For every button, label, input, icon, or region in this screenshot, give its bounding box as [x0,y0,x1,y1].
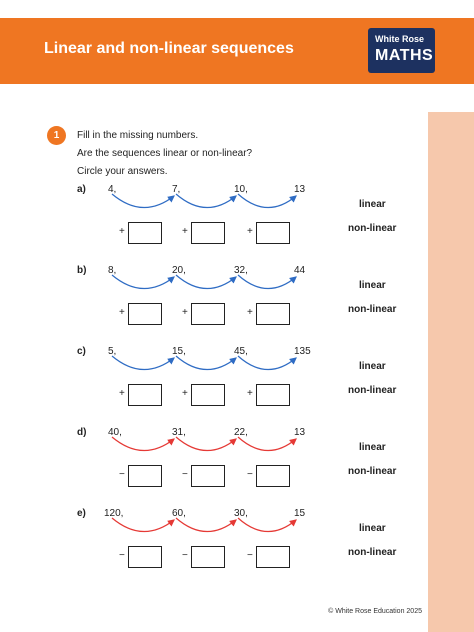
instruction-1: Fill in the missing numbers. [77,130,199,141]
instruction-2: Are the sequences linear or non-linear? [77,148,253,159]
sequence-term: 13 [294,184,306,195]
copyright-text: © White Rose Education 2025 [328,608,422,615]
jump-arrow [176,356,236,370]
logo-bottom-text: MATHS [375,47,434,64]
part-label: a) [77,184,86,195]
sequence-term: 7, [172,184,181,195]
operator-sign: + [247,307,253,318]
sequence-term: 8, [108,265,117,276]
operator-sign: + [119,226,125,237]
non-linear-option[interactable]: non-linear [348,466,397,477]
operator-sign: + [247,388,253,399]
sequence-term: 44 [294,265,306,276]
page-title: Linear and non-linear sequences [44,40,294,57]
operator-sign: − [182,550,188,561]
difference-answer-box[interactable] [191,222,225,244]
operator-sign: + [182,388,188,399]
jump-arrow [112,194,174,208]
difference-answer-box[interactable] [191,546,225,568]
sequence-term: 10, [234,184,248,195]
operator-sign: − [119,469,125,480]
linear-option[interactable]: linear [359,361,386,372]
jump-arrow [238,194,296,208]
linear-option[interactable]: linear [359,199,386,210]
jump-arrow [176,194,236,208]
operator-sign: − [247,469,253,480]
sequence-term: 31, [172,427,186,438]
difference-answer-box[interactable] [256,222,290,244]
sequence-term: 32, [234,265,248,276]
sequence-term: 60, [172,508,186,519]
difference-answer-box[interactable] [128,546,162,568]
difference-answer-box[interactable] [256,303,290,325]
jump-arrow [238,275,296,289]
sequence-term: 4, [108,184,117,195]
instruction-3: Circle your answers. [77,166,168,177]
difference-answer-box[interactable] [128,465,162,487]
sequence-term: 13 [294,427,306,438]
jump-arrow [112,437,174,451]
difference-answer-box[interactable] [256,384,290,406]
sequence-term: 135 [294,346,311,357]
jump-arrow [176,518,236,532]
difference-answer-box[interactable] [128,384,162,406]
operator-sign: + [119,388,125,399]
non-linear-option[interactable]: non-linear [348,385,397,396]
difference-answer-box[interactable] [191,465,225,487]
sequence-term: 45, [234,346,248,357]
operator-sign: − [182,469,188,480]
part-label: b) [77,265,87,276]
sequence-term: 20, [172,265,186,276]
sequence-term: 30, [234,508,248,519]
sequence-term: 120, [104,508,124,519]
operator-sign: − [119,550,125,561]
question-number-badge: 1 [47,126,66,145]
part-label: e) [77,508,86,519]
logo-top-text: White Rose [375,34,425,44]
sequence-term: 15 [294,508,306,519]
difference-answer-box[interactable] [191,384,225,406]
non-linear-option[interactable]: non-linear [348,547,397,558]
operator-sign: − [247,550,253,561]
part-label: c) [77,346,86,357]
linear-option[interactable]: linear [359,280,386,291]
jump-arrow [112,356,174,370]
jump-arrow [176,437,236,451]
operator-sign: + [247,226,253,237]
operator-sign: + [182,226,188,237]
jump-arrow [238,518,296,532]
jump-arrow [112,275,174,289]
sequence-term: 15, [172,346,186,357]
jump-arrow [112,518,174,532]
linear-option[interactable]: linear [359,442,386,453]
difference-answer-box[interactable] [191,303,225,325]
difference-answer-box[interactable] [256,465,290,487]
jump-arrow [238,437,296,451]
difference-answer-box[interactable] [256,546,290,568]
jump-arrow [176,275,236,289]
non-linear-option[interactable]: non-linear [348,304,397,315]
non-linear-option[interactable]: non-linear [348,223,397,234]
sequence-term: 5, [108,346,117,357]
part-label: d) [77,427,87,438]
operator-sign: + [182,307,188,318]
jump-arrow [238,356,296,370]
sequence-term: 22, [234,427,248,438]
linear-option[interactable]: linear [359,523,386,534]
operator-sign: + [119,307,125,318]
difference-answer-box[interactable] [128,303,162,325]
difference-answer-box[interactable] [128,222,162,244]
sequence-term: 40, [108,427,122,438]
